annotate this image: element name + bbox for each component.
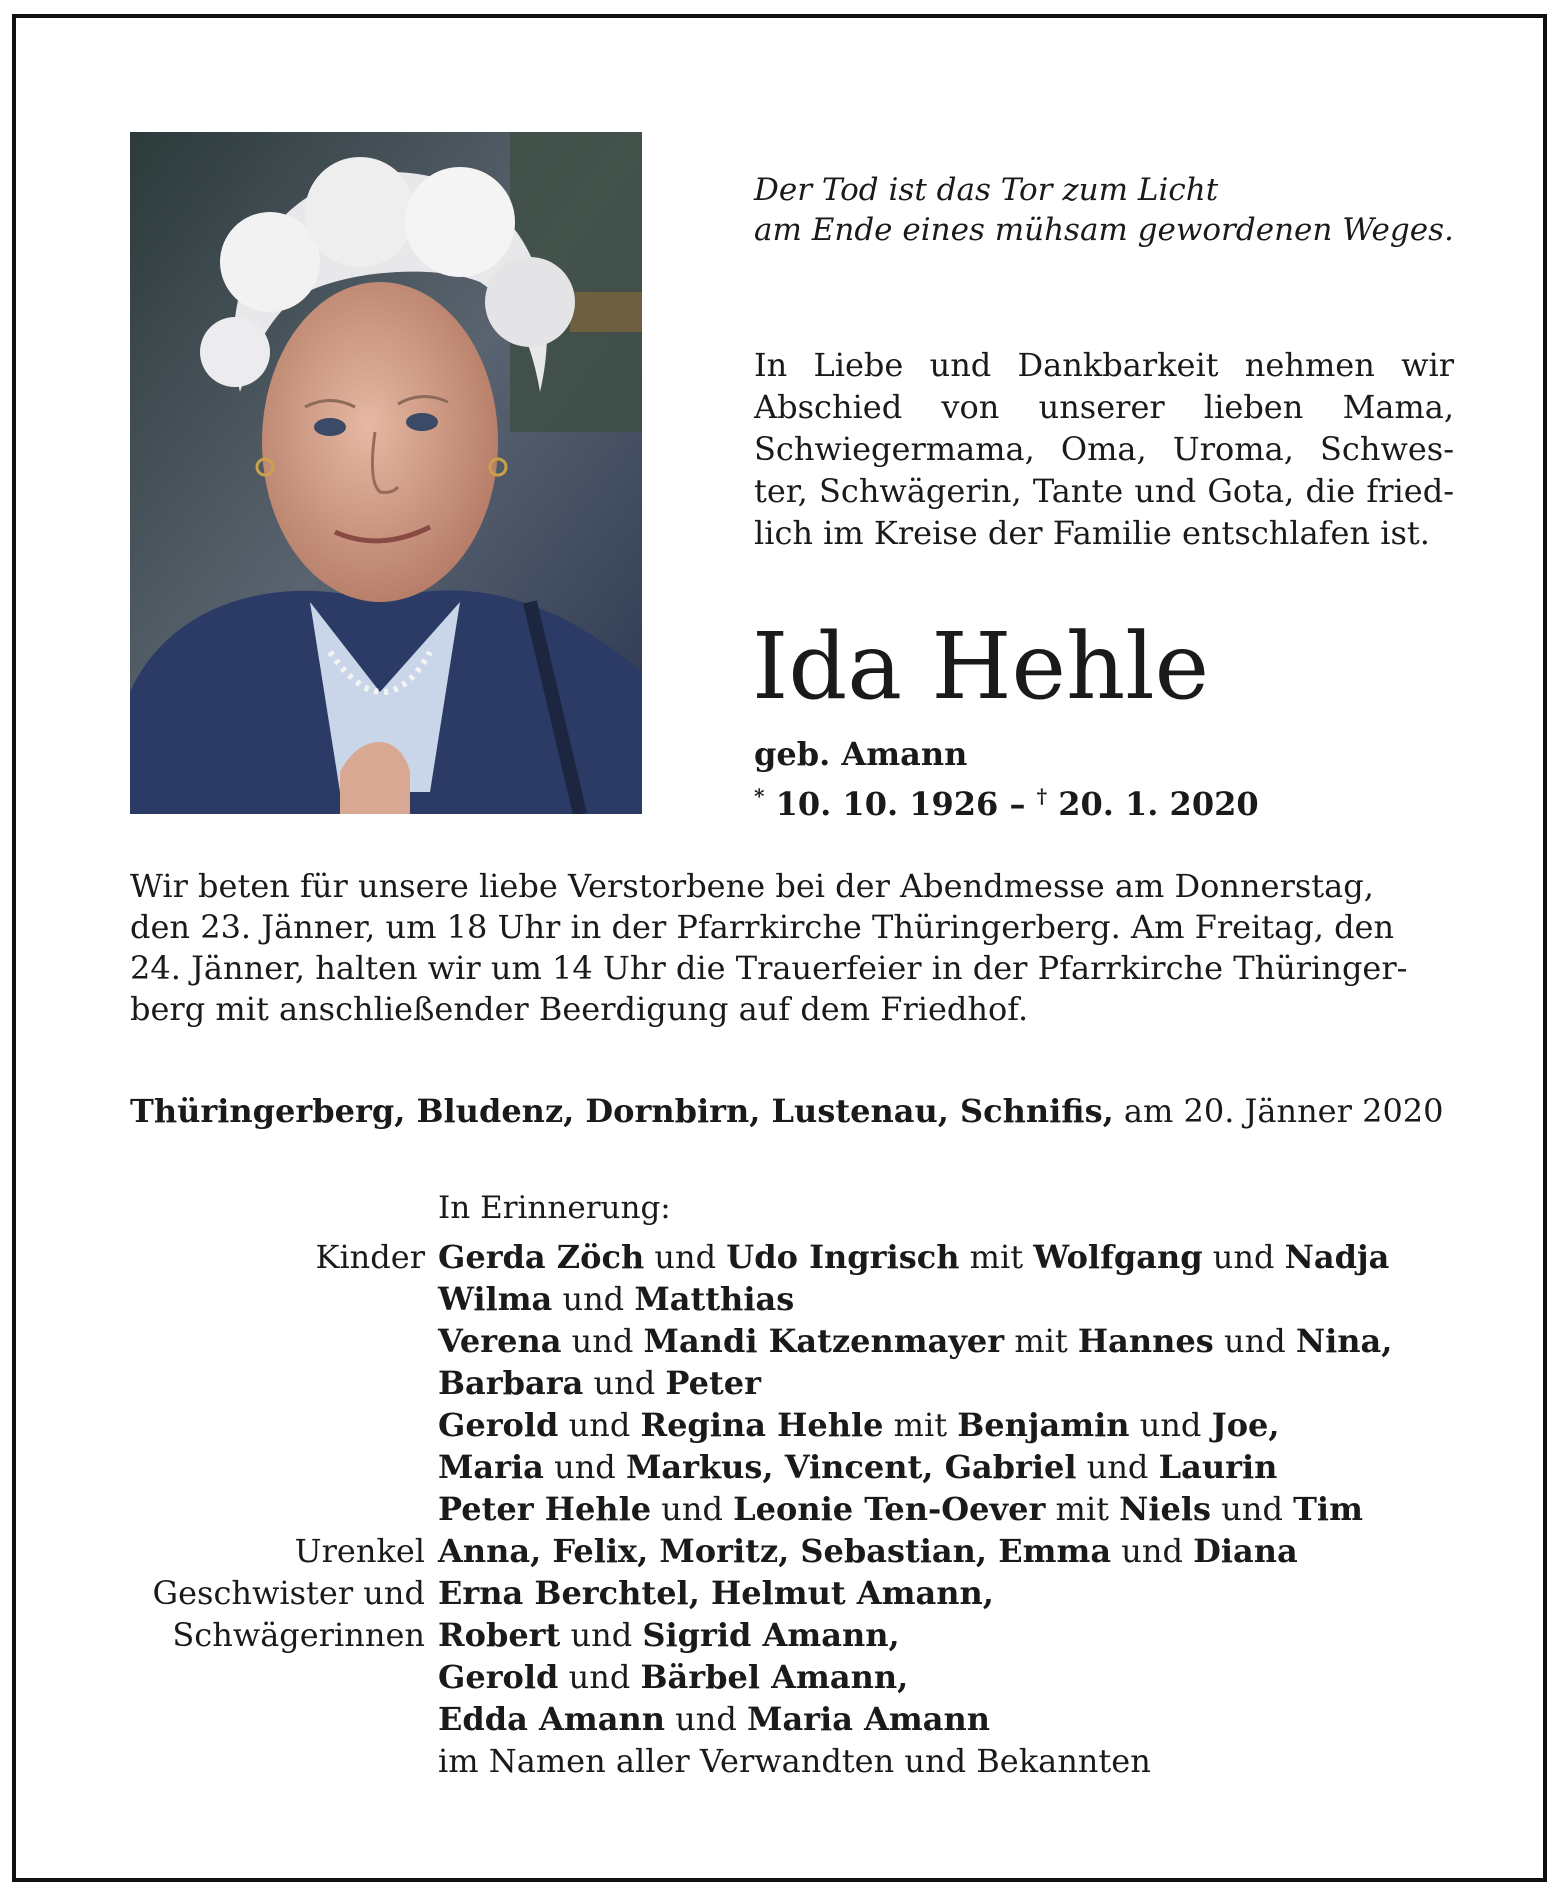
family-member-name: Maria Amann	[747, 1700, 991, 1738]
date-separator: –	[998, 785, 1037, 823]
family-row	[100, 1572, 1500, 1614]
family-member-name: Tim	[1293, 1490, 1363, 1528]
connector-text: und	[664, 1700, 748, 1738]
family-row	[100, 1698, 1500, 1740]
connector-text: und	[1211, 1490, 1294, 1528]
family-names	[438, 1572, 994, 1614]
family-row	[100, 1530, 1500, 1572]
family-member-name: Gerold	[438, 1658, 559, 1696]
family-label: Urenkel	[294, 1532, 425, 1570]
family-names	[438, 1320, 1392, 1362]
connector-text: mit	[883, 1406, 958, 1444]
family-label	[100, 1740, 438, 1782]
family-row	[100, 1446, 1500, 1488]
family-row	[100, 1236, 1500, 1278]
intro-line: ter, Schwägerin, Tante und Gota, die fried-	[754, 472, 1454, 510]
service-line: berg mit anschließender Beerdigung auf dem Friedhof.	[130, 990, 1029, 1028]
family-member-name: Regina Hehle	[640, 1406, 884, 1444]
family-names	[438, 1278, 794, 1320]
family-member-name: Gerold	[438, 1406, 559, 1444]
family-label: Kinder	[315, 1238, 425, 1276]
connector-text: und	[560, 1616, 643, 1654]
family-member-name: Maria	[438, 1448, 544, 1486]
service-line: Wir beten für unsere liebe Verstorbene bei der Abendmesse am Donnerstag,	[130, 867, 1374, 905]
family-names	[438, 1362, 761, 1404]
family-label: Geschwister und	[152, 1574, 425, 1612]
portrait-photo	[130, 132, 642, 814]
towns: Thüringerberg, Bludenz, Dornbirn, Lustenau, Schnifis,	[130, 1092, 1114, 1130]
family-label	[100, 1362, 438, 1404]
family-member-name: Niels	[1119, 1490, 1212, 1528]
family-member-name: Matthias	[634, 1280, 795, 1318]
family-row	[100, 1362, 1500, 1404]
family-member-name: Peter	[665, 1364, 761, 1402]
connector-text: mit	[1004, 1322, 1078, 1360]
family-member-name: Benjamin	[957, 1406, 1130, 1444]
connector-text: im Namen aller Verwandten und Bekannten	[438, 1742, 1151, 1780]
family-member-name: Udo Ingrisch	[726, 1238, 960, 1276]
family-row	[100, 1404, 1500, 1446]
family-names	[438, 1236, 1389, 1278]
connector-text: und	[543, 1448, 626, 1486]
family-member-name: Robert	[438, 1616, 561, 1654]
family-member-name: Hannes	[1077, 1322, 1214, 1360]
service-line: den 23. Jänner, um 18 Uhr in der Pfarrkirche Thüringerberg. Am Freitag, den	[130, 908, 1395, 946]
connector-text: und	[558, 1406, 641, 1444]
quote	[754, 170, 1474, 250]
family-label: Schwägerinnen	[172, 1616, 425, 1654]
family-label	[100, 1404, 438, 1446]
life-dates	[754, 776, 1259, 824]
family-member-name: Nina,	[1295, 1322, 1393, 1360]
connector-text: und	[583, 1364, 666, 1402]
family-row	[100, 1488, 1500, 1530]
family-member-name: Markus, Vincent, Gabriel	[625, 1448, 1077, 1486]
family-names	[438, 1530, 1298, 1572]
death-date: 20. 1. 2020	[1058, 785, 1259, 823]
connector-text: und	[1111, 1532, 1194, 1570]
family-names	[438, 1656, 908, 1698]
family-list	[100, 1236, 1500, 1782]
memory-heading: In Erinnerung:	[438, 1190, 671, 1226]
family-member-name: Leonie Ten-Oever	[733, 1490, 1046, 1528]
born-name: geb. Amann	[754, 735, 968, 773]
places-line	[130, 1090, 1444, 1132]
intro-line: lich im Kreise der Familie entschlafen ist.	[754, 514, 1430, 552]
family-names	[438, 1446, 1277, 1488]
connector-text: mit	[959, 1238, 1034, 1276]
family-member-name: Wilma	[438, 1280, 553, 1318]
service-line: 24. Jänner, halten wir um 14 Uhr die Trauerfeier in der Pfarrkirche Thüringer-	[130, 949, 1408, 987]
connector-text: und	[651, 1490, 734, 1528]
connector-text: und	[561, 1322, 644, 1360]
intro-line: In Liebe und Dankbarkeit nehmen wir	[754, 346, 1454, 384]
connector-text: und	[1129, 1406, 1212, 1444]
family-label	[100, 1320, 438, 1362]
intro-text	[754, 344, 1454, 554]
service-text	[130, 866, 1440, 1030]
family-row	[100, 1278, 1500, 1320]
family-names	[438, 1740, 1151, 1782]
quote-line: Der Tod ist das Tor zum Licht	[754, 172, 1219, 208]
birth-date: 10. 10. 1926	[775, 785, 999, 823]
family-member-name: Edda Amann	[438, 1700, 665, 1738]
family-names	[438, 1404, 1280, 1446]
family-member-name: Peter Hehle	[438, 1490, 652, 1528]
family-row	[100, 1320, 1500, 1362]
connector-text: und	[558, 1658, 641, 1696]
family-member-name: Bärbel Amann,	[640, 1658, 909, 1696]
family-member-name: Mandi Katzenmayer	[643, 1322, 1005, 1360]
family-label	[100, 1446, 438, 1488]
connector-text: mit	[1045, 1490, 1120, 1528]
family-row	[100, 1656, 1500, 1698]
family-names	[438, 1488, 1363, 1530]
connector-text: und	[1213, 1322, 1296, 1360]
family-member-name: Barbara	[438, 1364, 584, 1402]
family-member-name: Laurin	[1158, 1448, 1278, 1486]
family-member-name: Joe,	[1211, 1406, 1280, 1444]
birth-symbol: *	[754, 784, 765, 808]
family-member-name: Diana	[1193, 1532, 1298, 1570]
family-member-name: Wolfgang	[1033, 1238, 1203, 1276]
connector-text: und	[552, 1280, 635, 1318]
family-member-name: Gerda Zöch	[438, 1238, 645, 1276]
family-member-name: Sigrid Amann,	[642, 1616, 900, 1654]
connector-text: und	[1202, 1238, 1285, 1276]
family-label	[100, 1656, 438, 1698]
connector-text: und	[644, 1238, 727, 1276]
family-label	[100, 1488, 438, 1530]
family-member-name: Erna Berchtel, Helmut Amann,	[438, 1574, 994, 1612]
family-label	[100, 1278, 438, 1320]
family-names	[438, 1698, 990, 1740]
family-label	[100, 1698, 438, 1740]
family-names	[438, 1614, 900, 1656]
family-row	[100, 1614, 1500, 1656]
family-row	[100, 1740, 1500, 1782]
intro-line: Schwiegermama, Oma, Uroma, Schwes-	[754, 430, 1454, 468]
quote-line: am Ende eines mühsam gewordenen Weges.	[754, 212, 1454, 248]
family-member-name: Verena	[438, 1322, 562, 1360]
intro-line: Abschied von unserer lieben Mama,	[754, 388, 1454, 426]
family-member-name: Nadja	[1284, 1238, 1390, 1276]
notice-date: am 20. Jänner 2020	[1113, 1092, 1444, 1130]
death-symbol: †	[1036, 784, 1048, 808]
family-member-name: Anna, Felix, Moritz, Sebastian, Emma	[438, 1532, 1112, 1570]
deceased-name: Ida Hehle	[752, 613, 1210, 720]
connector-text: und	[1076, 1448, 1159, 1486]
